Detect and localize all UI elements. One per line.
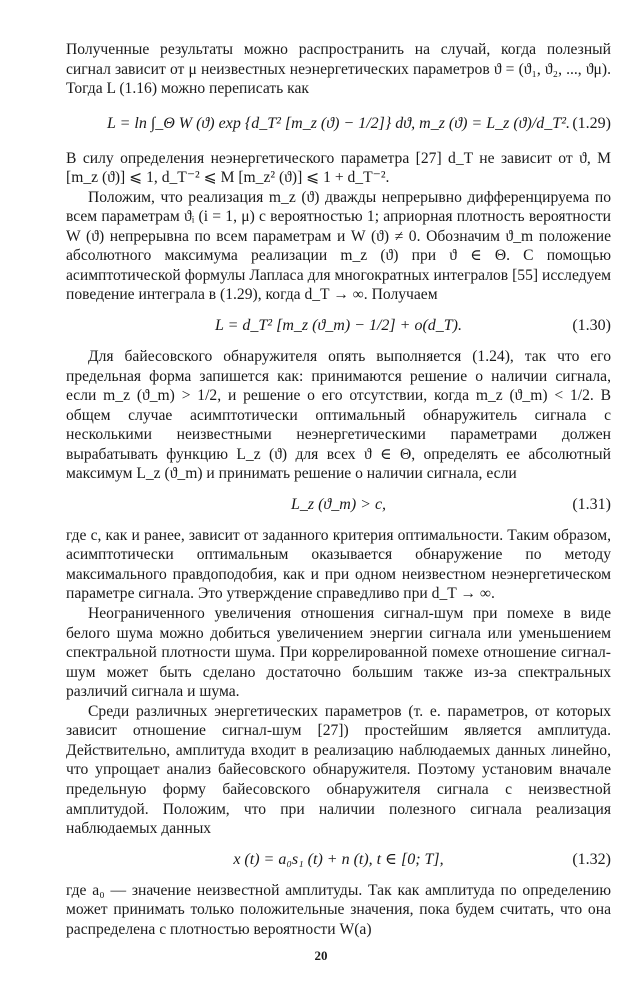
paragraph-6: Неограниченного увеличения отношения сигнал-шум при помехе в виде белого шума можно добиться увеличением энергии сигнала или уменьшением спектральной плотности шума. При коррелированной помехе отношение сигнал-шум может быть сделано достаточно большим также из-за спектральных различий сигнала и шума. — [66, 605, 611, 701]
equation-1-30-text: L = d_T² [m_z (ϑ_m) − 1/2] + o(d_T). — [215, 317, 462, 335]
paragraph-1: Полученные результаты можно распространить на случай, когда полезный сигнал зависит от μ неизвестных неэнергетических параметров ϑ = (ϑ₁, ϑ₂, ..., ϑμ). Тогда L (1.16) можно переписать как — [66, 41, 611, 98]
equation-1-31 — [66, 484, 611, 526]
equation-1-32-number: (1.32) — [572, 850, 611, 868]
equation-1-31-text: L_z (ϑ_m) > c, — [290, 495, 387, 513]
equation-1-29-text: L = ln ∫_Θ W (ϑ) exp {d_T² [m_z (ϑ) − 1/2]} dϑ, m_z (ϑ) = L_z (ϑ)/d_T². — [106, 114, 570, 132]
paragraph-2: В силу определения неэнергетического параметра [27] d_T не зависит от ϑ, M [m_z (ϑ)] ⩽ 1, d_T⁻² ⩽ M [m_z² (ϑ)] ⩽ 1 + d_T⁻². — [66, 149, 611, 187]
page-number: 20 — [314, 948, 328, 963]
paragraph-3: Положим, что реализация m_z (ϑ) дважды непрерывно дифференцируема по всем параметрам ϑᵢ (i = 1, μ) с вероятностью 1; априорная плотность вероятности W (ϑ) непрерывна по всем параметрам и W (ϑ) ≠ 0. Обозначим ϑ_m положение абсолютного максимума реализации m_z (ϑ) при ϑ ∈ Θ. С помощью асимптотической формулы Лапласа для многократных интегралов [55] исследуем поведение интеграла в (1.29), когда d_T → ∞. Получаем — [66, 188, 611, 304]
paragraph-8: где a₀ — значение неизвестной амплитуды. Так как амплитуда по определению может принимать только положительные значения, пока будем считать, что она распределена с плотностью вероятности W(a) — [66, 881, 611, 938]
equation-1-31-number: (1.31) — [572, 495, 611, 513]
equation-1-29-number: (1.29) — [572, 114, 611, 132]
paragraph-5: где c, как и ранее, зависит от заданного критерия оптимальности. Таким образом, асимптотически оптимальным оказывается обнаружение по методу максимального правдоподобия, как и при одном неизвестном неэнергетическом параметре сигнала. Это утверждение справедливо при d_T → ∞. — [66, 526, 611, 603]
paragraph-4: Для байесовского обнаружителя опять выполняется (1.24), так что его предельная форма запишется как: принимаются решение о наличии сигнала, если m_z (ϑ_m) > 1/2, и решение о его отсутствии, когда m_z (ϑ_m) < 1/2. В общем случае асимптотически оптимальный обнаружитель сигнала с несколькими неизвестными неэнергетическими параметрами должен вырабатывать функцию L_z (ϑ) для всех ϑ ∈ Θ, определять ее абсолютный максимум L_z (ϑ_m) и принимать решение о наличии сигнала, если — [66, 348, 611, 483]
equation-1-32 — [66, 839, 611, 881]
equation-1-30 — [66, 305, 611, 347]
paragraph-7: Среди различных энергетических параметров (т. е. параметров, от которых зависит отношение сигнал-шум [27]) простейшим является амплитуда. Действительно, амплитуда входит в реализацию наблюдаемых данных линейно, что упрощает анализ байесовского обнаружителя. Поэтому установим вначале предельную форму байесовского обнаружителя сигнала с неизвестной амплитудой. Положим, что при наличии полезного сигнала реализация наблюдаемых данных — [66, 702, 611, 838]
equation-1-30-number: (1.30) — [572, 317, 611, 335]
equation-1-29 — [66, 99, 611, 149]
equation-1-32-text: x (t) = a₀s₁ (t) + n (t), t ∈ [0; T], — [233, 850, 444, 868]
